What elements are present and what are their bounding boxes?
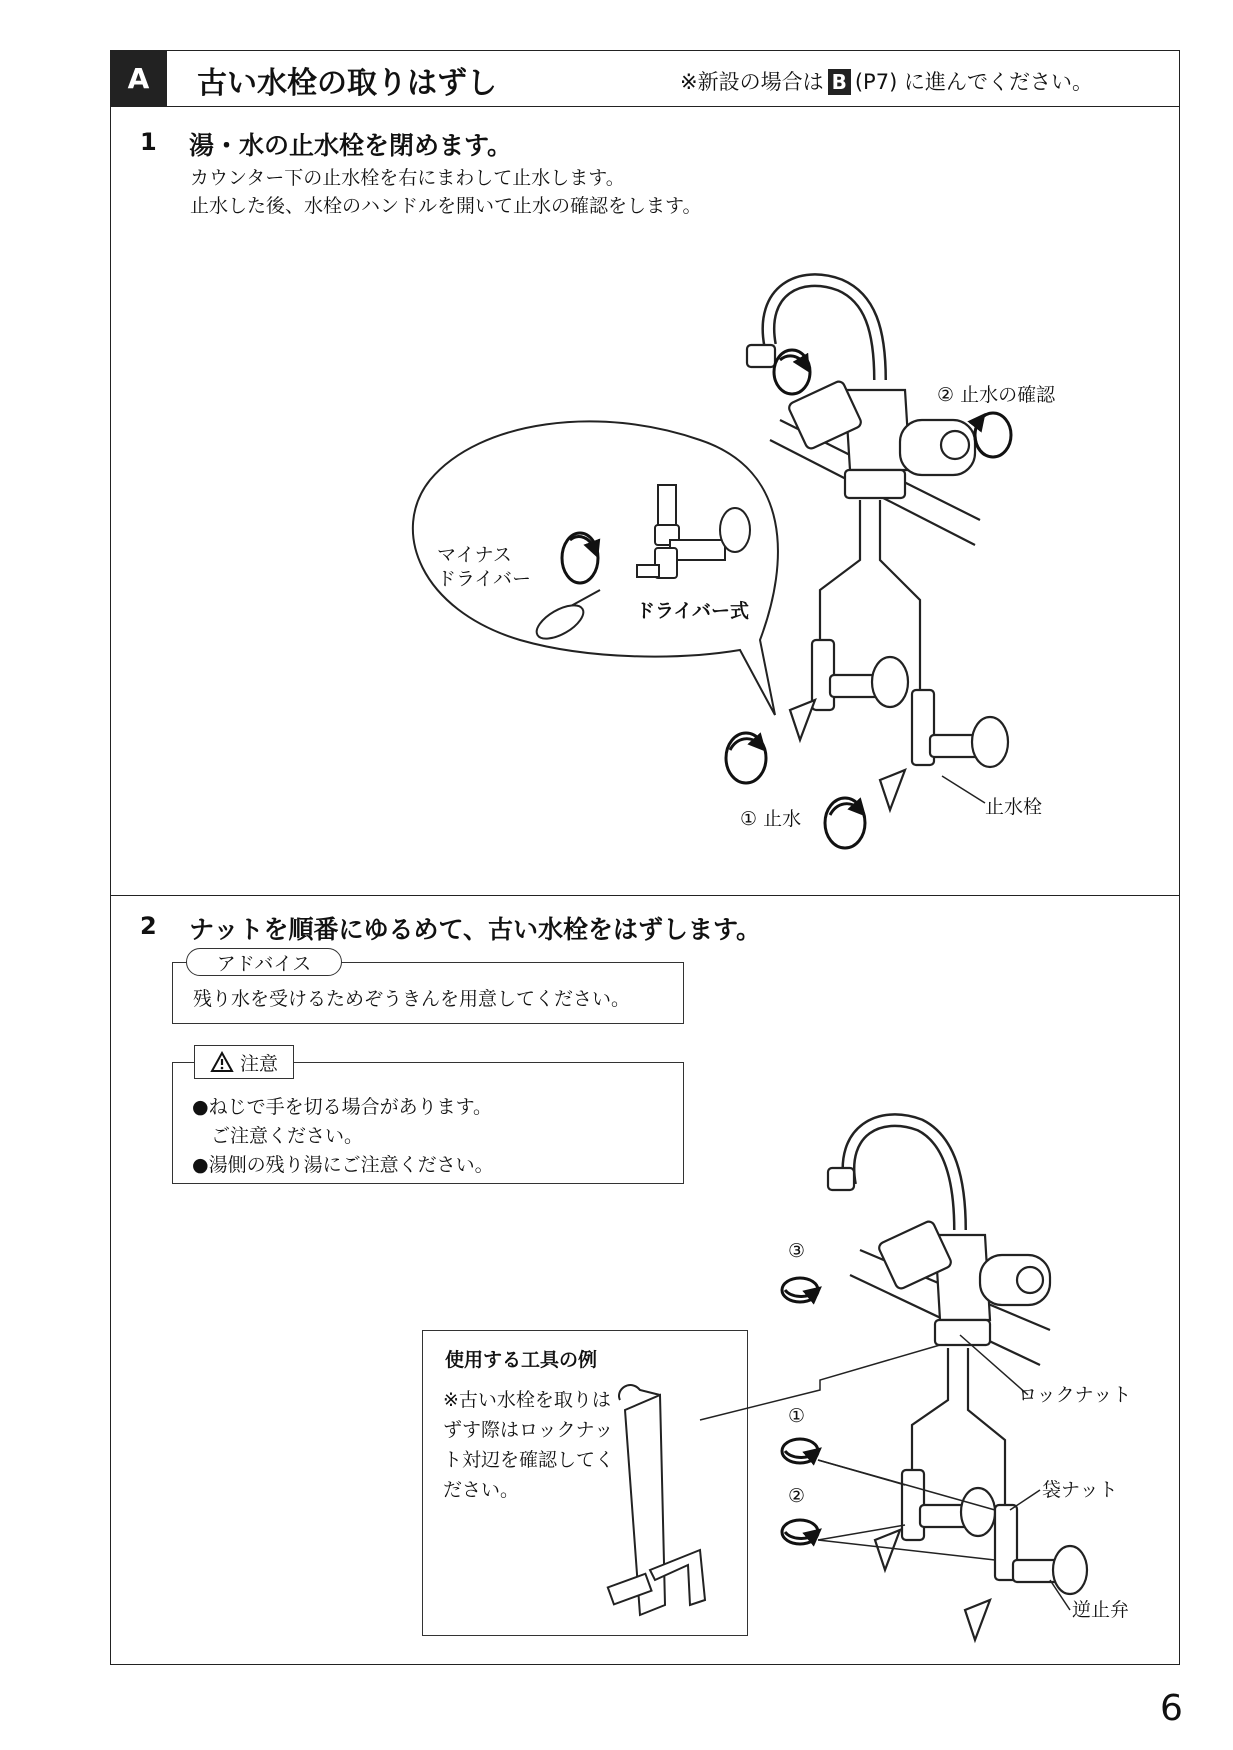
caution-line-1: ●ねじで手を切る場合があります。 bbox=[192, 1096, 493, 1118]
label-stop-water: ① 止水 bbox=[740, 808, 802, 830]
label-order-2: ② bbox=[788, 1485, 806, 1507]
step1-line-2: 止水した後、水栓のハンドルを開いて止水の確認をします。 bbox=[190, 195, 702, 217]
label-screwdriver-1: マイナス bbox=[437, 544, 512, 566]
section-tag: A bbox=[110, 50, 167, 107]
label-bag-nut: 袋ナット bbox=[1042, 1479, 1118, 1501]
step2-number: 2 bbox=[140, 912, 157, 940]
header-note-suffix: (P7) に進んでください。 bbox=[854, 70, 1093, 94]
caution-label: 注意 bbox=[239, 1052, 278, 1075]
section-b-tag: B bbox=[828, 69, 851, 95]
wrench-tool-icon bbox=[608, 1385, 705, 1615]
section-title: 古い水栓の取りはずし bbox=[197, 66, 497, 101]
screwdriver-icon bbox=[531, 590, 600, 645]
label-stop-valve: 止水栓 bbox=[985, 796, 1043, 818]
page-number: 6 bbox=[1160, 1688, 1183, 1729]
label-screwdriver-2: ドライバー bbox=[437, 568, 532, 590]
label-lock-nut: ロックナット bbox=[1018, 1384, 1132, 1406]
leader-lines bbox=[700, 776, 1070, 1610]
advice-text: 残り水を受けるためぞうきんを用意してください。 bbox=[193, 988, 631, 1010]
header-note-prefix: ※新設の場合は bbox=[680, 70, 824, 94]
tool-note: ※古い水栓を取りはずす際はロックナット対辺を確認してください。 bbox=[443, 1389, 615, 1501]
tool-title: 使用する工具の例 bbox=[445, 1349, 598, 1371]
label-order-1: ① bbox=[788, 1405, 806, 1427]
caution-line-3: ●湯側の残り湯にご注意ください。 bbox=[192, 1154, 494, 1176]
label-confirm-stop: ② 止水の確認 bbox=[937, 384, 1056, 406]
stop-valve-closeup bbox=[637, 485, 750, 578]
caution-line-2: ご注意ください。 bbox=[192, 1125, 364, 1147]
step2-title: ナットを順番にゆるめて、古い水栓をはずします。 bbox=[189, 915, 762, 944]
step1-title: 湯・水の止水栓を閉めます。 bbox=[189, 131, 513, 160]
label-check-valve: 逆止弁 bbox=[1072, 1599, 1130, 1621]
step1-line-1: カウンター下の止水栓を右にまわして止水します。 bbox=[190, 167, 625, 189]
advice-label: アドバイス bbox=[186, 948, 342, 976]
label-driver-type: ドライバー式 bbox=[636, 600, 750, 622]
step1-number: 1 bbox=[140, 128, 157, 156]
faucet-illustration-1 bbox=[747, 280, 1008, 810]
label-order-3: ③ bbox=[788, 1240, 806, 1262]
